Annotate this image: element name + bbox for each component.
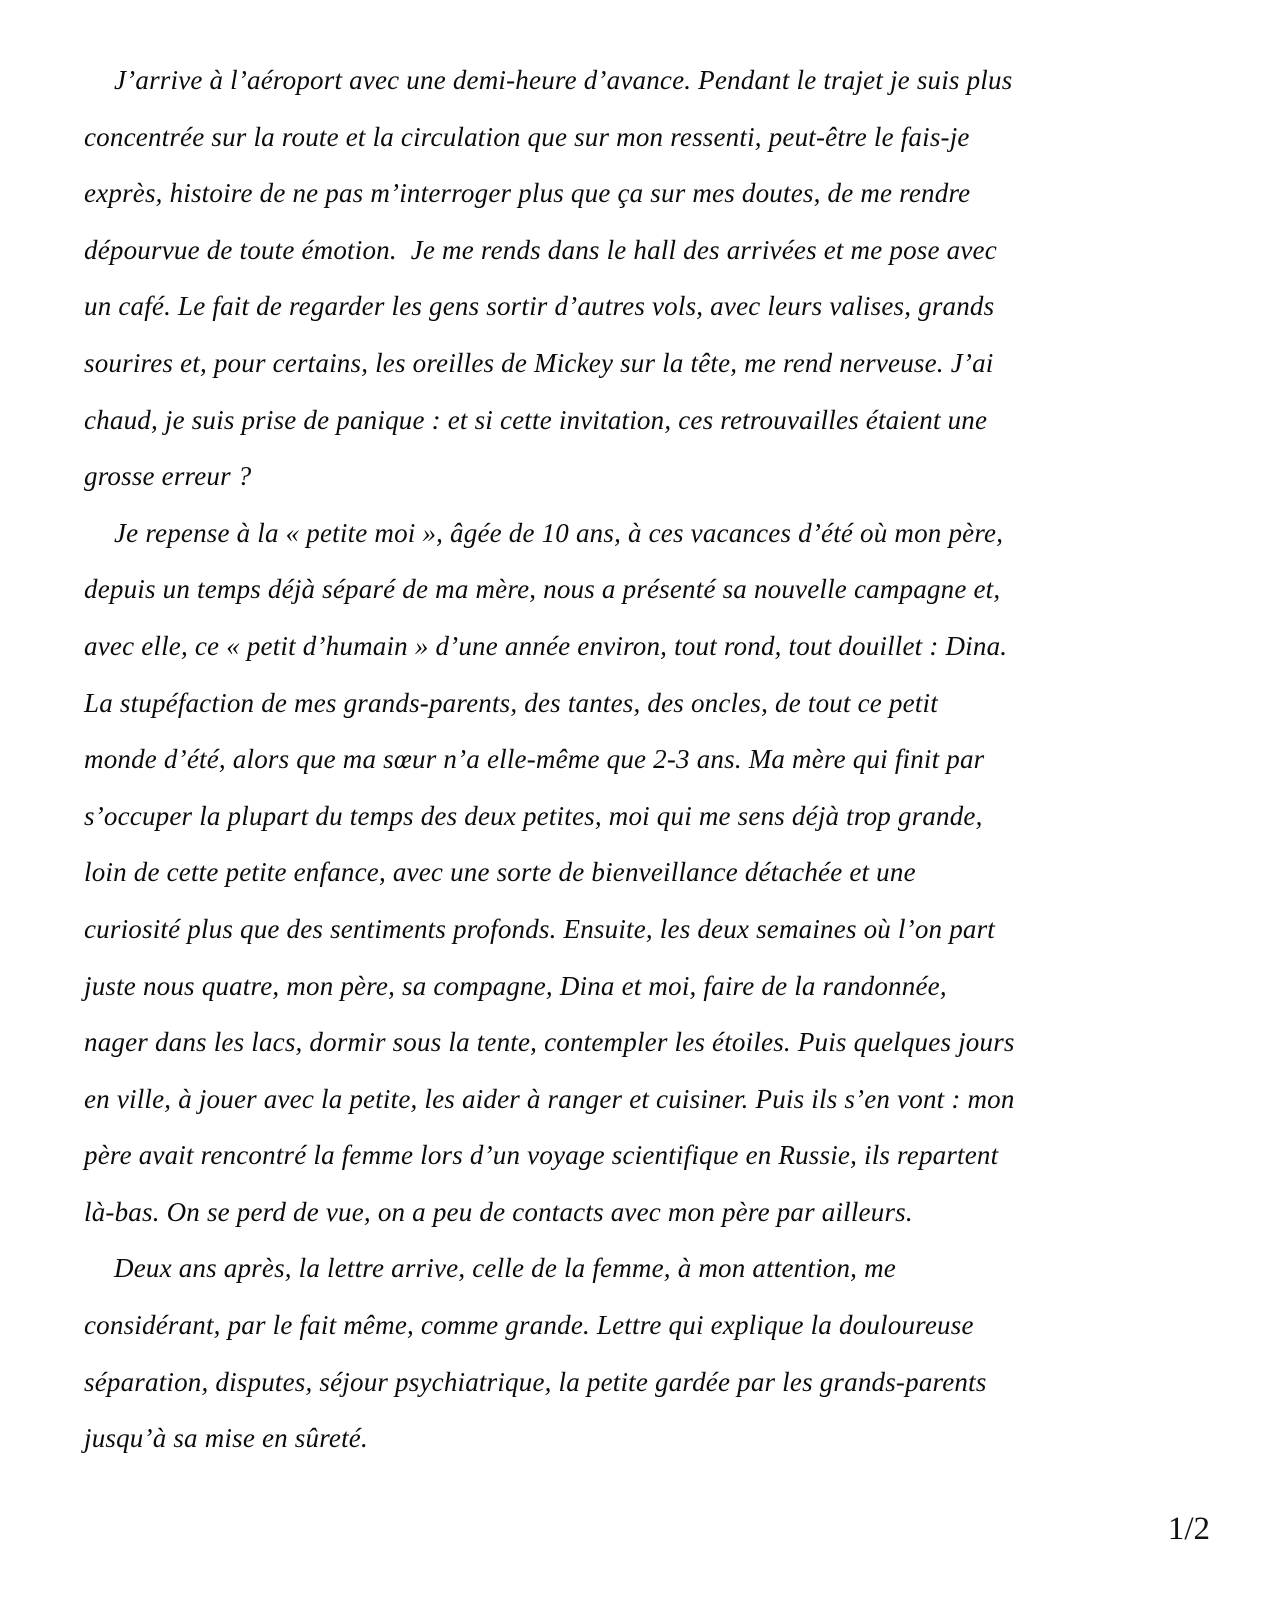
page-number: 1/2 [1167, 1510, 1210, 1547]
document-body [84, 52, 1220, 1467]
text-line: en ville, à jouer avec la petite, les aider à ranger et cuisiner. Puis ils s’en vont : mon [84, 1083, 1015, 1114]
text-line: séparation, disputes, séjour psychiatrique, la petite gardée par les grands-parents [84, 1366, 987, 1397]
text-line: considérant, par le fait même, comme grande. Lettre qui explique la douloureuse [84, 1310, 974, 1341]
text-line: grosse erreur ? [84, 461, 252, 492]
text-line: loin de cette petite enfance, avec une sorte de bienveillance détachée et une [84, 857, 916, 888]
text-line: exprès, histoire de ne pas m’interroger plus que ça sur mes doutes, de me rendre [84, 178, 971, 209]
text-line: curiosité plus que des sentiments profonds. Ensuite, les deux semaines où l’on part [84, 913, 996, 944]
text-line: juste nous quatre, mon père, sa compagne, Dina et moi, faire de la randonnée, [84, 970, 947, 1001]
paragraph [84, 1240, 1220, 1466]
text-line: un café. Le fait de regarder les gens sortir d’autres vols, avec leurs valises, grands [84, 291, 995, 322]
text-line: père avait rencontré la femme lors d’un voyage scientifique en Russie, ils repartent [84, 1140, 999, 1171]
text-line: Je repense à la « petite moi », âgée de 10 ans, à ces vacances d’été où mon père, [114, 517, 1004, 548]
text-line: sourires et, pour certains, les oreilles de Mickey sur la tête, me rend nerveuse. J’ai [84, 347, 994, 378]
text-line: La stupéfaction de mes grands-parents, des tantes, des oncles, de tout ce petit [84, 687, 938, 718]
text-line: s’occuper la plupart du temps des deux petites, moi qui me sens déjà trop grande, [84, 800, 983, 831]
text-line: Deux ans après, la lettre arrive, celle de la femme, à mon attention, me [114, 1253, 896, 1284]
text-line: depuis un temps déjà séparé de ma mère, nous a présenté sa nouvelle campagne et, [84, 574, 1001, 605]
text-line: monde d’été, alors que ma sœur n’a elle-même que 2-3 ans. Ma mère qui finit par [84, 744, 985, 775]
text-line: concentrée sur la route et la circulation que sur mon ressenti, peut-être le fais-je [84, 121, 970, 152]
text-line: chaud, je suis prise de panique : et si cette invitation, ces retrouvailles étaient une [84, 404, 988, 435]
text-line: là-bas. On se perd de vue, on a peu de contacts avec mon père par ailleurs. [84, 1196, 913, 1227]
text-line: J’arrive à l’aéroport avec une demi-heure d’avance. Pendant le trajet je suis plus [114, 65, 1013, 95]
text-line: avec elle, ce « petit d’humain » d’une année environ, tout rond, tout douillet : Dina. [84, 630, 1008, 661]
paragraph [84, 505, 1220, 1241]
text-line: nager dans les lacs, dormir sous la tente, contempler les étoiles. Puis quelques jours [84, 1027, 1015, 1058]
text-line: dépourvue de toute émotion. Je me rends dans le hall des arrivées et me pose avec [84, 234, 997, 265]
paragraph [84, 52, 1220, 505]
text-line: jusqu’à sa mise en sûreté. [84, 1423, 368, 1454]
